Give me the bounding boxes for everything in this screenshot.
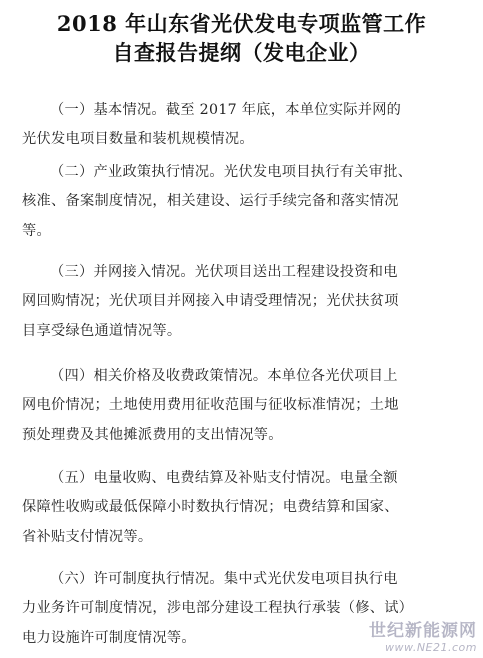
section-line: （四）相关价格及收费政策情况。本单位各光伏项目上 [50,368,398,384]
section-line: 省补贴支付情况等。 [22,528,153,545]
section-line: 预处理费及其他摊派费用的支出情况等。 [22,426,283,443]
watermark-url: www.NE21.com [385,641,477,654]
section-line: 保障性收购或最低保障小时数执行情况；电费结算和国家、 [22,499,399,516]
section-line: （三）并网接入情况。光伏项目送出工程建设投资和电 [50,264,398,280]
section-licensing [22,565,466,653]
section-line: 网回购情况；光伏项目并网接入申请受理情况；光伏扶贫项 [22,293,399,310]
section-line: 网电价情况；土地使用费用征收范围与征收标准情况；土地 [22,397,399,414]
document-title-line-2: 自查报告提纲（发电企业） [112,40,371,65]
section-line: （六）许可制度执行情况。集中式光伏发电项目执行电 [50,571,398,587]
section-grid-access [22,258,466,346]
section-line: 核准、备案制度情况，相关建设、运行手续完备和落实情况 [22,193,399,210]
section-line: 电力设施许可制度情况等。 [22,629,196,646]
section-line: （一）基本情况。截至 2017 年底，本单位实际并网的 [50,102,402,118]
section-purchase-settlement [22,464,466,552]
section-line: 等。 [22,222,51,239]
section-line: （二）产业政策执行情况。光伏发电项目执行有关审批、 [50,164,413,180]
section-industry-policy [22,158,466,246]
section-pricing-fees [22,362,466,450]
section-line: 目享受绿色通道情况等。 [22,322,182,339]
document-title-line-1: 2018 年山东省光伏发电专项监管工作 [56,11,427,36]
section-basic-info [22,96,466,155]
section-line: 光伏发电项目数量和装机规模情况。 [22,131,254,148]
section-line: 力业务许可制度情况，涉电部分建设工程执行承装（修、试） [22,600,414,617]
watermark-site-name: 世纪新能源网 [369,621,477,641]
section-line: （五）电量收购、电费结算及补贴支付情况。电量全额 [50,470,398,486]
